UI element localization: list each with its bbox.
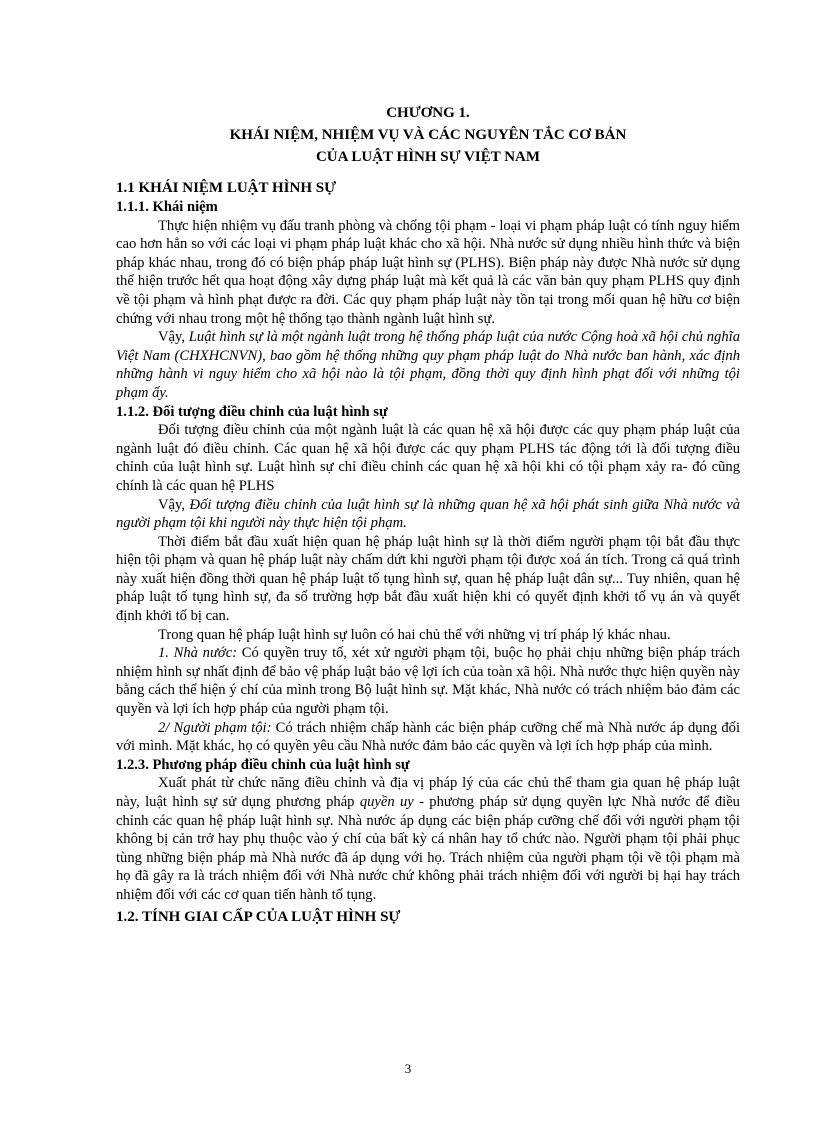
subsection-heading-1-1-1: 1.1.1. Khái niệm xyxy=(116,199,218,215)
definition-text: Luật hình sự là một ngành luật trong hệ thống pháp luật của nước Cộng hoà xã hội chủ nghĩa Việt Nam (CHXHCNVN), bao gồm hệ thống những quy phạm pháp luật do Nhà nước ban hành, xác định những hành vi nguy hiểm cho xã hội nào là tội phạm, đồng thời quy định hình phạt đối với những tội phạm ấy. xyxy=(116,329,741,401)
paragraph: Thực hiện nhiệm vụ đấu tranh phòng và chống tội phạm - loại vi phạm pháp luật có tính nguy hiểm cao hơn hẳn so với các loại vi phạm pháp luật khác cho xã hội. Nhà nước sử dụng nhiều hình thức và biện pháp khác nhau, trong đó có biện pháp pháp luật hình sự (PLHS). Biện pháp này được Nhà nước sử dụng thể hiện trước hết qua hoạt động xây dựng pháp luật mà kết quả là các văn bản quy phạm PLHS quy định về tội phạm và hình phạt được ra đời. Các quy phạm pháp luật này tồn tại trong mối quan hệ hữu cơ biện chứng với nhau trong một hệ thống tạo thành ngành luật hình sự. xyxy=(116,217,740,327)
list-item-label: 2/ Người phạm tội: xyxy=(158,719,272,736)
chapter-title-line1: KHÁI NIỆM, NHIỆM VỤ VÀ CÁC NGUYÊN TẮC CƠ BẢN xyxy=(229,127,627,143)
subsection-heading-1-1-2: 1.1.2. Đối tượng điều chỉnh của luật hình sự xyxy=(116,403,388,420)
paragraph: Thời điểm bắt đầu xuất hiện quan hệ pháp luật hình sự là thời điểm người phạm tội bắt đầu thực hiện tội phạm và quan hệ pháp luật này chấm dứt khi người phạm tội được xoá án tích. Trong cả quá trình này xuất hiện đồng thời quan hệ pháp luật tố tụng hình sự, quan hệ pháp luật dân sự... Tuy nhiên, quan hệ pháp luật tố tụng hình sự, đa số trường hợp bắt đầu xuất hiện khi có quyết định khởi tố vụ án và quyết định khởi tố bị can. xyxy=(116,533,740,625)
chapter-title-line2: CỦA LUẬT HÌNH SỰ VIỆT NAM xyxy=(315,149,541,165)
section-heading-1-1: 1.1 KHÁI NIỆM LUẬT HÌNH SỰ xyxy=(116,180,337,196)
paragraph: Đối tượng điều chỉnh của một ngành luật là các quan hệ xã hội được các quy phạm pháp luật của ngành luật đó điều chỉnh. Các quan hệ xã hội được các quy phạm PLHS tác động tới là đối tượng điều chỉnh của luật hình sự. Luật hình sự chỉ điều chỉnh các quan hệ xã hội khi có tội phạm xảy ra- đó cũng chính là các quan hệ PLHS xyxy=(116,422,740,494)
list-item-text: Có trách nhiệm chấp hành các biện pháp cưỡng chế mà Nhà nước áp dụng đối với mình. Mặt khác, họ có quyền yêu cầu Nhà nước đảm bảo các quyền và lợi ích hợp pháp của mình. xyxy=(116,719,740,755)
paragraph-lead: Vậy, xyxy=(158,329,189,346)
chapter-number: CHƯƠNG 1. xyxy=(386,105,470,121)
definition-text: Đối tượng điều chỉnh của luật hình sự là những quan hệ xã hội phát sinh giữa Nhà nước và người phạm tội khi người này thực hiện tội phạm. xyxy=(116,496,740,532)
paragraph: Trong quan hệ pháp luật hình sự luôn có hai chủ thể với những vị trí pháp lý khác nhau. xyxy=(158,626,671,643)
emphasis-text: quyền uy xyxy=(359,794,414,810)
list-item-offender xyxy=(116,719,740,756)
paragraph-text: - phương pháp sử dụng quyền lực Nhà nước để điều chỉnh các quan hệ pháp luật hình sự. Nhà nước áp dụng các biện pháp cưỡng chế đối với người phạm tội không bị cản trở hay phụ thuộc vào ý chí của bất kỳ cá nhân hay tổ chức nào. Người phạm tội phải phục tùng những biện pháp mà Nhà nước đã áp dụng với họ. Trách nhiệm của người phạm tội về tội phạm mà họ đã gây ra là trách nhiệm đối với Nhà nước chứ không phải trách nhiệm đối với người bị hại hay trách nhiệm đối với các cơ quan tiến hành tố tụng. xyxy=(116,794,740,903)
section-heading-1-2: 1.2. TÍNH GIAI CẤP CỦA LUẬT HÌNH SỰ xyxy=(116,908,401,925)
list-item-text: Có quyền truy tố, xét xử người phạm tội, buộc họ phải chịu những biện pháp trách nhiệm hình sự nhất định để bảo vệ pháp luật bảo vệ lợi ích của toàn xã hội. Nhà nước thực hiện quyền này bằng cách thể hiện ý chí của mình trong Bộ luật hình sự. Mặt khác, Nhà nước có trách nhiệm bảo đảm các quyền và lợi ích hợp pháp của người phạm tội. xyxy=(116,645,740,718)
list-item-label: 1. Nhà nước: xyxy=(158,645,238,662)
paragraph-lead: Vậy, xyxy=(158,496,190,513)
definition-paragraph xyxy=(116,496,740,533)
subsection-heading-1-2-3: 1.2.3. Phương pháp điều chỉnh của luật hình sự xyxy=(116,756,410,773)
paragraph xyxy=(116,774,740,904)
paragraph-text: Xuất phát từ chức năng điều chỉnh và địa vị pháp lý của các chủ thể tham gia quan hệ pháp luật này, luật hình sự sử dụng phương pháp xyxy=(116,775,740,810)
page-number: 3 xyxy=(404,1061,412,1076)
page-body xyxy=(116,178,740,927)
list-item-state xyxy=(116,644,740,718)
definition-paragraph xyxy=(116,328,740,402)
